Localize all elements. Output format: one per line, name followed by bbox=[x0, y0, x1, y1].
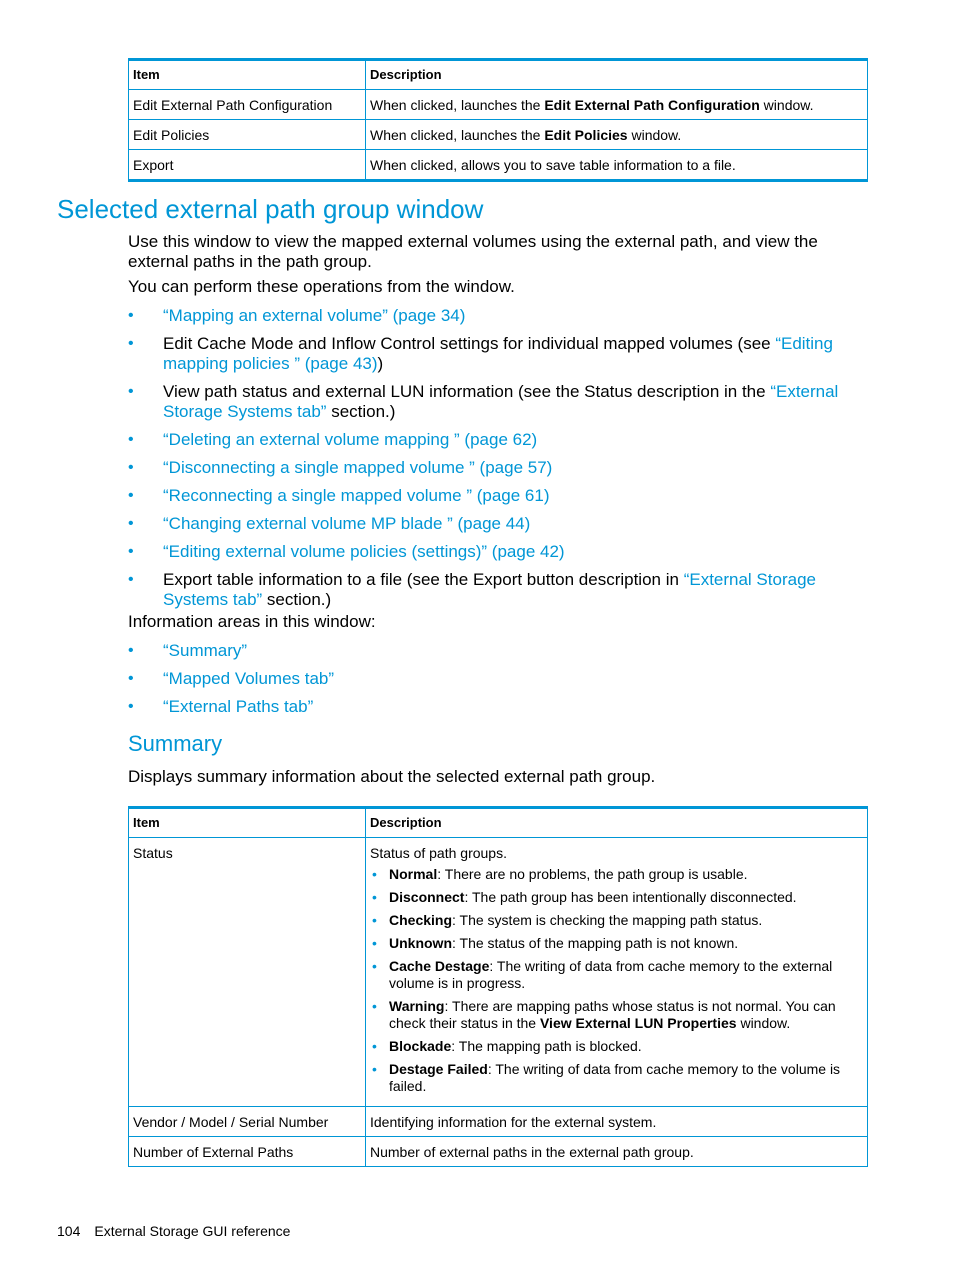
status-name: Disconnect bbox=[389, 889, 465, 905]
header-item: Item bbox=[129, 808, 366, 838]
status-text: : The mapping path is blocked. bbox=[451, 1038, 642, 1054]
status-list bbox=[370, 866, 863, 1095]
link-external-paths-tab[interactable]: “External Paths tab” bbox=[163, 697, 314, 716]
row-item: Vendor / Model / Serial Number bbox=[129, 1107, 366, 1137]
list-item bbox=[370, 1038, 863, 1055]
status-text: : There are no problems, the path group is usable. bbox=[437, 866, 748, 882]
list-item bbox=[370, 935, 863, 952]
status-name: Unknown bbox=[389, 935, 452, 951]
row-item: Export bbox=[129, 150, 366, 181]
status-name: Warning bbox=[389, 998, 445, 1014]
row-item: Status bbox=[129, 838, 366, 1107]
status-text: : The writing of data from cache memory to the volume is failed. bbox=[389, 1061, 841, 1094]
header-item: Item bbox=[129, 60, 366, 90]
desc-bold: Edit External Path Configuration bbox=[544, 97, 760, 113]
section-title: Selected external path group window bbox=[57, 194, 484, 224]
table-row bbox=[129, 1107, 868, 1137]
header-description: Description bbox=[366, 808, 868, 838]
row-description bbox=[366, 90, 868, 120]
summary-intro: Displays summary information about the selected external path group. bbox=[128, 767, 656, 786]
list-item bbox=[128, 514, 868, 534]
link-reconnecting-volume[interactable]: “Reconnecting a single mapped volume ” (page 61) bbox=[163, 486, 550, 505]
item-text: Export table information to a file (see the Export button description in bbox=[163, 570, 684, 589]
item-text: Edit Cache Mode and Inflow Control settings for individual mapped volumes (see bbox=[163, 334, 776, 353]
footer-title: External Storage GUI reference bbox=[94, 1223, 291, 1239]
item-text: section.) bbox=[326, 402, 396, 421]
list-item bbox=[128, 306, 868, 326]
areas-list bbox=[128, 641, 868, 725]
list-item bbox=[128, 382, 868, 422]
table-row bbox=[129, 120, 868, 150]
item-text: View path status and external LUN information (see the Status description in the bbox=[163, 382, 771, 401]
operations-list bbox=[128, 306, 868, 618]
page-footer bbox=[57, 1223, 290, 1239]
status-text: : The writing of data from cache memory to the external volume is in progress. bbox=[389, 958, 833, 991]
list-item bbox=[370, 912, 863, 929]
link-deleting-mapping[interactable]: “Deleting an external volume mapping ” (page 62) bbox=[163, 430, 538, 449]
item-text: section.) bbox=[262, 590, 332, 609]
link-mapped-volumes-tab[interactable]: “Mapped Volumes tab” bbox=[163, 669, 335, 688]
desc-text: When clicked, launches the bbox=[370, 97, 545, 113]
row-description bbox=[366, 120, 868, 150]
desc-text: When clicked, launches the bbox=[370, 127, 545, 143]
status-name: Checking bbox=[389, 912, 453, 928]
list-item bbox=[128, 641, 868, 661]
list-item bbox=[128, 542, 868, 562]
list-item bbox=[370, 1061, 863, 1095]
table-row bbox=[129, 1137, 868, 1167]
list-item bbox=[370, 889, 863, 906]
summary-title: Summary bbox=[128, 731, 223, 756]
desc-text: window. bbox=[759, 97, 814, 113]
section-intro: Use this window to view the mapped external volumes using the external path, and view the external paths in the path group. bbox=[128, 232, 818, 271]
page-number: 104 bbox=[57, 1223, 81, 1239]
link-disconnecting-volume[interactable]: “Disconnecting a single mapped volume ” (page 57) bbox=[163, 458, 553, 477]
row-description: When clicked, allows you to save table information to a file. bbox=[366, 150, 868, 181]
link-changing-mp-blade[interactable]: “Changing external volume MP blade ” (page 44) bbox=[163, 514, 531, 533]
status-name: Blockade bbox=[389, 1038, 452, 1054]
item-text: ) bbox=[377, 354, 384, 373]
list-item bbox=[128, 669, 868, 689]
link-external-storage-systems-tab-2[interactable]: “External Storage Systems tab” bbox=[163, 570, 816, 609]
status-text: : The status of the mapping path is not known. bbox=[452, 935, 739, 951]
header-description: Description bbox=[366, 60, 868, 90]
list-item bbox=[128, 334, 868, 374]
link-editing-policies[interactable]: “Editing external volume policies (settings)” (page 42) bbox=[163, 542, 565, 561]
row-description: Number of external paths in the external path group. bbox=[366, 1137, 868, 1167]
table-row bbox=[129, 150, 868, 181]
desc-bold: Edit Policies bbox=[544, 127, 628, 143]
list-item bbox=[128, 570, 868, 610]
status-name: Destage Failed bbox=[389, 1061, 488, 1077]
list-item bbox=[370, 998, 863, 1032]
table-row bbox=[129, 90, 868, 120]
link-editing-mapping-policies[interactable]: “Editing mapping policies ” (page 43) bbox=[163, 334, 833, 373]
table-header-row bbox=[129, 60, 868, 90]
link-summary[interactable]: “Summary” bbox=[163, 641, 248, 660]
list-item bbox=[128, 458, 868, 478]
status-desc: Status of path groups. bbox=[370, 845, 507, 861]
row-description: Identifying information for the external system. bbox=[366, 1107, 868, 1137]
status-bold: View External LUN Properties bbox=[539, 1015, 737, 1031]
row-item: Edit Policies bbox=[129, 120, 366, 150]
areas-intro: Information areas in this window: bbox=[128, 612, 376, 631]
link-mapping-external-volume[interactable]: “Mapping an external volume” (page 34) bbox=[163, 306, 466, 325]
ops-intro: You can perform these operations from the window. bbox=[128, 277, 515, 296]
link-external-storage-systems-tab[interactable]: “External Storage Systems tab” bbox=[163, 382, 839, 421]
status-text: window. bbox=[736, 1015, 791, 1031]
table-header-row bbox=[129, 808, 868, 838]
summary-table bbox=[128, 806, 868, 1167]
desc-text: window. bbox=[627, 127, 682, 143]
list-item bbox=[370, 866, 863, 883]
row-description bbox=[366, 838, 868, 1107]
list-item bbox=[128, 486, 868, 506]
row-item: Edit External Path Configuration bbox=[129, 90, 366, 120]
status-text: : The path group has been intentionally disconnected. bbox=[464, 889, 797, 905]
list-item bbox=[370, 958, 863, 992]
row-item: Number of External Paths bbox=[129, 1137, 366, 1167]
status-name: Normal bbox=[389, 866, 438, 882]
status-text: : The system is checking the mapping path status. bbox=[452, 912, 763, 928]
status-name: Cache Destage bbox=[389, 958, 490, 974]
table-row bbox=[129, 838, 868, 1107]
top-table bbox=[128, 58, 868, 182]
list-item bbox=[128, 697, 868, 717]
status-text: : There are mapping paths whose status is not normal. You can check their status in the bbox=[389, 998, 836, 1031]
list-item bbox=[128, 430, 868, 450]
